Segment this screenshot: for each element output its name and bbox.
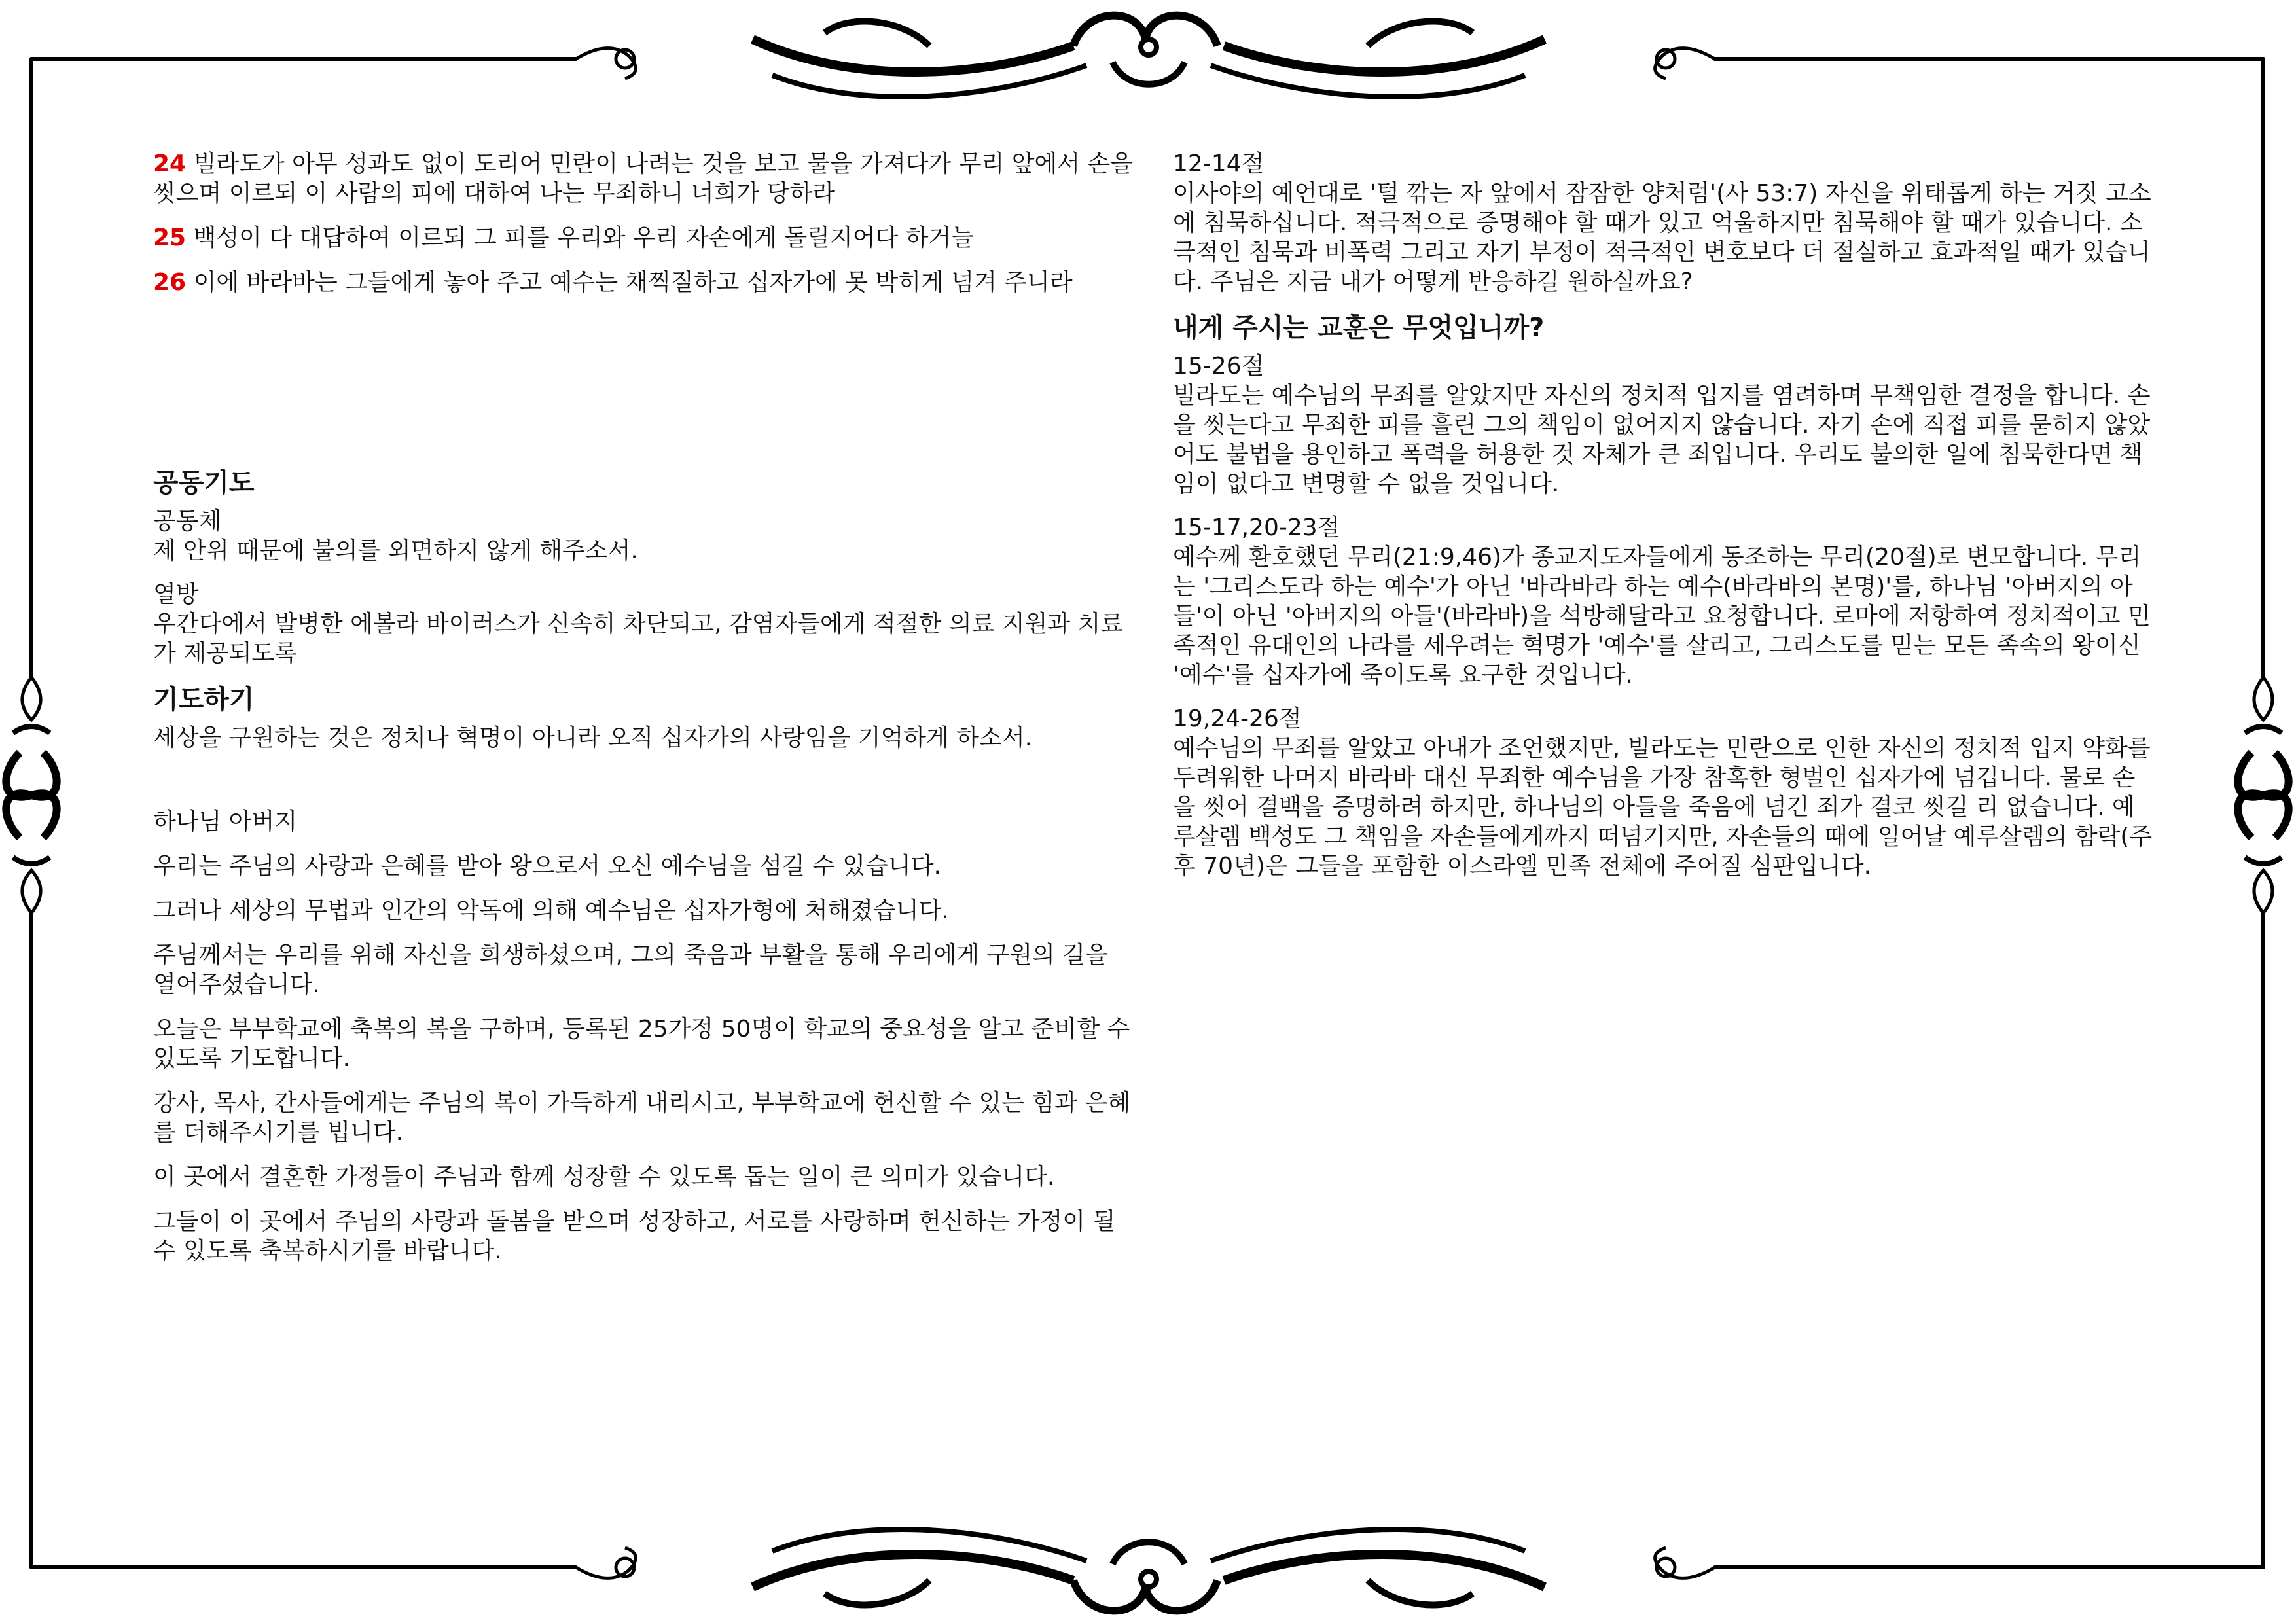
- bottom-ornament: [576, 1529, 1715, 1611]
- lesson-text: 예수께 환호했던 무리(21:9,46)가 종교지도자들에게 동조하는 무리(20절)로 변모합니다. 무리는 '그리스도라 하는 예수'가 아닌 '바라바라 하는 예수(바라바의 본명)'를, 하나님 '아버지의 아들'이 아닌 '아버지의 아들'(바라바)을 석방해달라고 요청합니다. 로마에 저항하여 정치적이고 민족적인 유대인의 나라를 세우려는 혁명가 '예수'를 살리고, 그리스도를 믿는 모든 족속의 왕이신 '예수'를 십자가에 죽이도록 요구한 것입니다.: [1173, 544, 2151, 688]
- verse-reference: 15-17,20-23절: [1173, 514, 1340, 541]
- prayer-item-community: [153, 507, 1135, 565]
- prayer-paragraph: 우리는 주님의 사랑과 은혜를 받아 왕으로서 오신 예수님을 섬길 수 있습니다.: [153, 853, 941, 880]
- verse-reference: 12-14절: [1173, 151, 1265, 177]
- prayer-item-text: 제 안위 때문에 불의를 외면하지 않게 해주소서.: [153, 537, 638, 564]
- prayer-paragraph: 그들이 이 곳에서 주님의 사랑과 돌봄을 받으며 성장하고, 서로를 사랑하며 헌신하는 가정이 될 수 있도록 축복하시기를 바랍니다.: [153, 1208, 1116, 1264]
- prayer-text: 세상을 구원하는 것은 정치나 혁명이 아니라 오직 십자가의 사랑임을 기억하게 하소서.: [153, 724, 1033, 751]
- top-ornament: [576, 16, 1715, 97]
- right-column: [1173, 149, 2155, 895]
- prayer-paragraph: 그러나 세상의 무법과 인간의 악독에 의해 예수님은 십자가형에 처해졌습니다.: [153, 897, 949, 924]
- lesson-section: [1173, 704, 2155, 881]
- lesson-section: [1173, 513, 2155, 690]
- prayer-paragraph: 강사, 목사, 간사들에게는 주님의 복이 가득하게 내리시고, 부부학교에 헌신할 수 있는 힘과 은혜를 더해주시기를 빕니다.: [153, 1090, 1131, 1146]
- prayer-item-label: 공동체: [153, 508, 222, 535]
- verse-text: 백성이 다 대답하여 이르되 그 피를 우리와 우리 자손에게 돌릴지어다 하거늘: [193, 224, 975, 251]
- prayer-paragraph: 오늘은 부부학교에 축복의 복을 구하며, 등록된 25가정 50명이 학교의 중요성을 알고 준비할 수 있도록 기도합니다.: [153, 1016, 1130, 1072]
- verse-number: 24: [153, 151, 187, 177]
- prayer-paragraph: 이 곳에서 결혼한 가정들이 주님과 함께 성장할 수 있도록 돕는 일이 큰 의미가 있습니다.: [153, 1164, 1055, 1190]
- lesson-text: 빌라도는 예수님의 무죄를 알았지만 자신의 정치적 입지를 염려하며 무책임한 결정을 합니다. 손을 씻는다고 무죄한 피를 흘린 그의 책임이 없어지지 않습니다. 자기 손에 직접 피를 묻히지 않았어도 불법을 용인하고 폭력을 허용한 것 자체가 큰 죄입니다. 우리도 불의한 일에 침묵한다면 책임이 없다고 변명할 수 없을 것입니다.: [1173, 382, 2151, 497]
- prayer-opening: 하나님 아버지: [153, 808, 298, 835]
- common-prayer-heading: 공동기도: [153, 468, 255, 498]
- verse-reference: 19,24-26절: [1173, 705, 1302, 732]
- left-ornament: [6, 677, 56, 913]
- prayer-item-nations: [153, 580, 1135, 668]
- lesson-text: 예수님의 무죄를 알았고 아내가 조언했지만, 빌라도는 민란으로 인한 자신의 정치적 입지 약화를 두려워한 나머지 바라바 대신 무죄한 예수님을 가장 참혹한 형벌인 십자가에 넘깁니다. 물로 손을 씻어 결백을 증명하려 하지만, 하나님의 아들을 죽음에 넘긴 죄가 결코 씻길 리 없습니다. 예루살렘 백성도 그 책임을 자손들에게까지 떠넘기지만, 자손들의 때에 일어날 예루살렘의 함락(주후 70년)은 그들을 포함한 이스라엘 민족 전체에 주어질 심판입니다.: [1173, 735, 2153, 880]
- verse-number: 26: [153, 269, 187, 296]
- verse-text: 빌라도가 아무 성과도 없이 도리어 민란이 나려는 것을 보고 물을 가져다가 무리 앞에서 손을 씻으며 이르되 이 사람의 피에 대하여 나는 무죄하니 너희가 당하라: [153, 151, 1134, 207]
- prayer-item-text: 우간다에서 발병한 에볼라 바이러스가 신속히 차단되고, 감염자들에게 적절한 의료 지원과 치료가 제공되도록: [153, 611, 1124, 667]
- prayer-paragraph: 주님께서는 우리를 위해 자신을 희생하셨으며, 그의 죽음과 부활을 통해 우리에게 구원의 길을 열어주셨습니다.: [153, 942, 1108, 998]
- verse-reference: 15-26절: [1173, 353, 1265, 380]
- lesson-heading: 내게 주시는 교훈은 무엇입니까?: [1173, 313, 1545, 343]
- commentary-section: [1173, 149, 2155, 296]
- lesson-section: [1173, 351, 2155, 499]
- verse-number: 25: [153, 224, 187, 251]
- right-ornament: [2238, 677, 2288, 913]
- commentary-text: 이사야의 예언대로 '털 깎는 자 앞에서 잠잠한 양처럼'(사 53:7) 자신을 위태롭게 하는 거짓 고소에 침묵하십니다. 적극적으로 증명해야 할 때가 있고 억울하지만 침묵해야 할 때가 있습니다. 소극적인 침묵과 비폭력 그리고 자기 부정이 적극적인 변호보다 더 절실하고 효과적일 때가 있습니다. 주님은 지금 내가 어떻게 반응하길 원하실까요?: [1173, 180, 2151, 295]
- prayer-heading: 기도하기: [153, 685, 255, 715]
- verse-text: 이에 바라바는 그들에게 놓아 주고 예수는 채찍질하고 십자가에 못 박히게 넘겨 주니라: [193, 269, 1073, 296]
- left-column: [153, 149, 1135, 1281]
- verse-25: [153, 223, 1135, 253]
- prayer-item-label: 열방: [153, 581, 199, 608]
- verse-26: [153, 268, 1135, 297]
- verse-24: [153, 149, 1135, 208]
